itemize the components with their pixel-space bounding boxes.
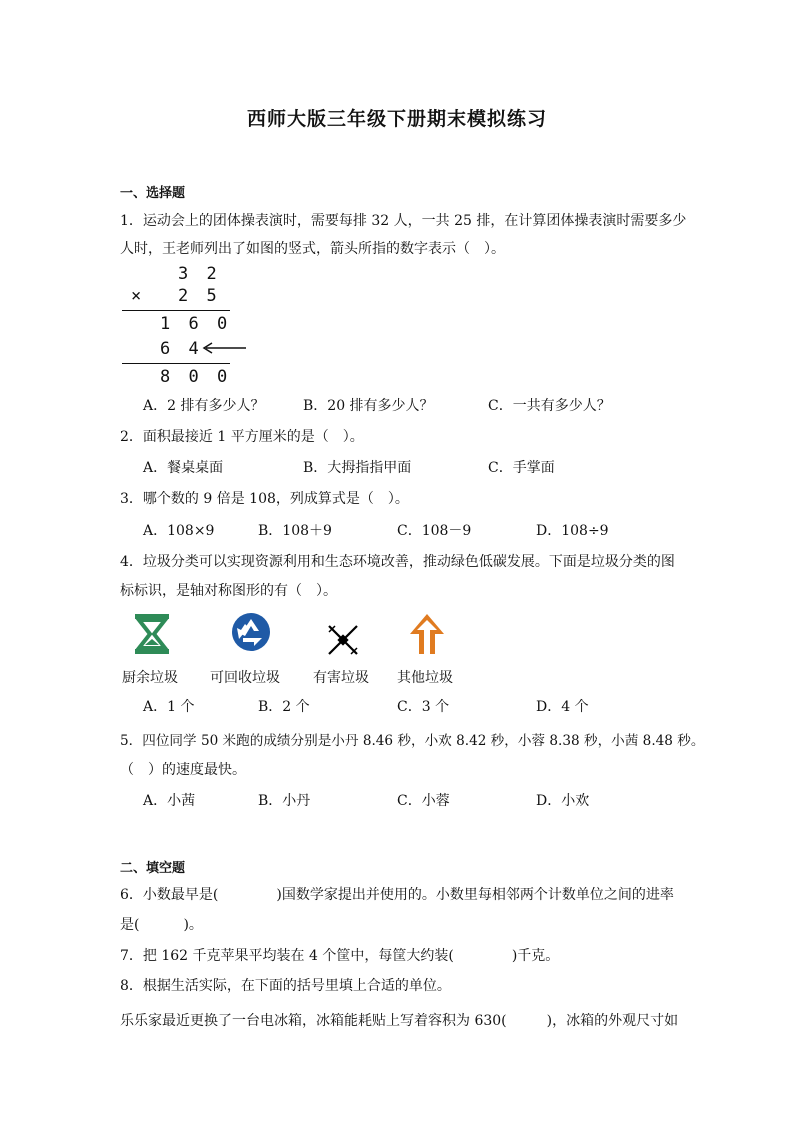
q8-text-a: 乐乐家最近更换了一台电冰箱，冰箱能耗贴上写着容积为 630(: [120, 1013, 507, 1029]
q7-text-a: 7．把 162 千克苹果平均装在 4 个筐中，每筐大约装(: [120, 948, 454, 964]
partial-product-2: 6 4: [160, 339, 203, 359]
q2-option-c[interactable]: C．手掌面: [488, 460, 555, 476]
q6-text-b: )国数学家提出并使用的。小数里每相邻两个计数单位之间的进率: [276, 887, 674, 903]
section-heading-choice: 一、选择题: [120, 186, 186, 201]
q5-option-c[interactable]: C．小蓉: [397, 793, 450, 809]
q3-option-a[interactable]: A．108×9: [143, 523, 215, 539]
q3-option-d[interactable]: D．108÷9: [536, 523, 609, 539]
question-6-line-1: [120, 884, 674, 904]
arrow-left-icon: [200, 340, 248, 356]
recycle-icon: [229, 612, 273, 652]
icon-label-kitchen-waste: 厨余垃圾: [122, 670, 178, 686]
q4-option-b[interactable]: B．2 个: [258, 699, 310, 715]
question-4-line-1: 4．垃圾分类可以实现资源利用和生态环境改善，推动绿色低碳发展。下面是垃圾分类的图: [120, 554, 675, 570]
icon-label-other: 其他垃圾: [397, 670, 453, 686]
section-heading-fill-blank: 二、填空题: [120, 861, 186, 876]
q3-option-b[interactable]: B．108＋9: [258, 523, 332, 539]
question-5-line-2: （ ）的速度最快。: [120, 762, 246, 778]
question-1-line-2: 人时，王老师列出了如图的竖式，箭头所指的数字表示（ ）。: [120, 241, 505, 257]
question-8: 8．根据生活实际，在下面的括号里填上合适的单位。: [120, 978, 451, 994]
hourglass-icon: [133, 612, 171, 656]
q6-text-d: )。: [183, 917, 203, 933]
q8-text-b: )，冰箱的外观尺寸如: [546, 1013, 679, 1029]
q5-option-a[interactable]: A．小茜: [143, 793, 196, 809]
question-7: [120, 945, 559, 965]
multiplicand: 3 2: [178, 264, 221, 284]
q3-option-c[interactable]: C．108－9: [397, 523, 472, 539]
multiplier: 2 5: [178, 286, 221, 306]
divider-line-2: [122, 363, 230, 364]
icon-label-hazardous: 有害垃圾: [313, 670, 369, 686]
q5-option-b[interactable]: B．小丹: [258, 793, 311, 809]
q1-option-a[interactable]: A．2 排有多少人？: [143, 398, 265, 414]
q2-option-b[interactable]: B．大拇指指甲面: [303, 460, 412, 476]
q1-option-b[interactable]: B．20 排有多少人？: [303, 398, 434, 414]
question-8-line-2: [120, 1010, 678, 1030]
partial-product-1: 1 6 0: [160, 314, 232, 334]
question-2: 2．面积最接近 1 平方厘米的是（ ）。: [120, 429, 364, 445]
q2-option-a[interactable]: A．餐桌桌面: [143, 460, 224, 476]
question-1-line-1: 1．运动会上的团体操表演时，需要每排 32 人，一共 25 排，在计算团体操表演时需要多少: [120, 213, 687, 229]
question-5-line-1: 5．四位同学 50 米跑的成绩分别是小丹 8.46 秒，小欢 8.42 秒，小蓉 8.38 秒，小茜 8.48 秒。: [120, 733, 705, 749]
question-3: 3．哪个数的 9 倍是 108，列成算式是（ ）。: [120, 491, 409, 507]
q7-text-b: )千克。: [511, 948, 560, 964]
divider-line-1: [122, 310, 230, 311]
other-waste-icon: [408, 612, 446, 656]
q6-text-c: 是(: [120, 917, 140, 933]
question-6-line-2: [120, 914, 203, 934]
multiply-sign: ×: [131, 286, 146, 306]
q1-option-c[interactable]: C．一共有多少人？: [488, 398, 611, 414]
q6-text-a: 6．小数最早是(: [120, 887, 219, 903]
page-title: 西师大版三年级下册期末模拟练习: [246, 108, 547, 130]
icon-label-recyclable: 可回收垃圾: [210, 670, 280, 686]
q4-option-a[interactable]: A．1 个: [143, 699, 195, 715]
q5-option-d[interactable]: D．小欢: [536, 793, 590, 809]
product-total: 8 0 0: [160, 367, 232, 387]
question-4-line-2: 标标识，是轴对称图形的有（ ）。: [120, 583, 337, 599]
q4-option-d[interactable]: D．4 个: [536, 699, 589, 715]
q4-option-c[interactable]: C．3 个: [397, 699, 450, 715]
hazard-cross-icon: [326, 623, 360, 657]
